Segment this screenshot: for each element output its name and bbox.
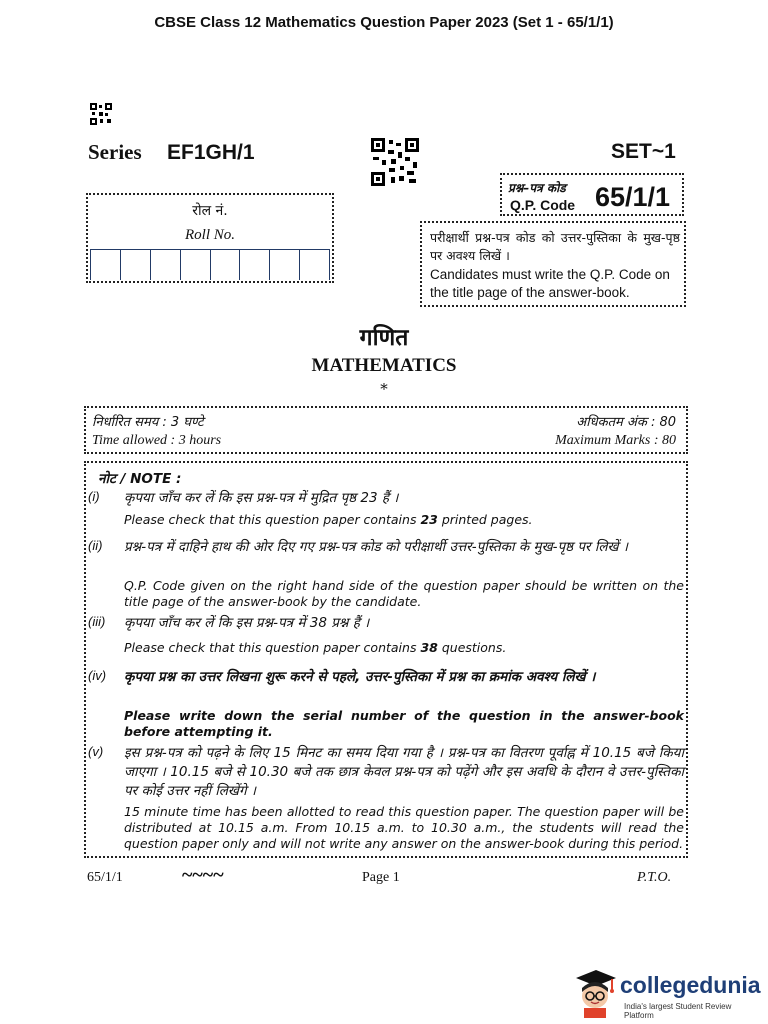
qp-code-number: 65/1/1 <box>595 182 671 212</box>
roll-cell[interactable] <box>181 250 211 280</box>
note-english: Please check that this question paper contains 38 questions. <box>124 640 507 655</box>
note-english: Q.P. Code given on the right hand side of the question paper should be written on the title page of the answer-book by the candidate. <box>124 578 684 609</box>
brand-tagline: India's largest Student Review Platform <box>624 1002 732 1020</box>
qr-code-icon <box>371 138 419 186</box>
roll-cell[interactable] <box>270 250 300 280</box>
series-code: EF1GH/1 <box>167 141 255 164</box>
roll-cell[interactable] <box>240 250 270 280</box>
time-allowed-hindi: निर्धारित समय : 3 घण्टे <box>92 415 204 430</box>
roll-cell[interactable] <box>300 250 330 280</box>
note-number: (ii) <box>88 538 103 553</box>
document-title: CBSE Class 12 Mathematics Question Paper 2023 (Set 1 - 65/1/1) <box>154 14 614 31</box>
note-hindi: इस प्रश्न-पत्र को पढ़ने के लिए 15 मिनट का समय दिया गया है । प्रश्न-पत्र का वितरण पूर्वाह्न में 10.15 बजे किया जाएगा । 10.15 बजे से 10.30 बजे तक छात्र केवल प्रश्न-पत्र को पढ़ेंगे और इस अवधि के दौरान वे उत्तर-पुस्तिका पर कोई उत्तर नहीं लिखेंगे । <box>124 745 684 799</box>
set-label: SET~1 <box>611 140 676 163</box>
footer-qp-code: 65/1/1 <box>87 870 123 885</box>
series-label: Series <box>88 140 142 164</box>
candidate-instruction-hindi: परीक्षार्थी प्रश्न-पत्र कोड को उत्तर-पुस्तिका के मुख-पृष्ठ पर अवश्य लिखें । <box>430 230 680 263</box>
qp-code-box <box>500 173 684 216</box>
collegedunia-logo <box>572 968 762 1018</box>
note-english: Please write down the serial number of the question in the answer-book before attempting it. <box>124 708 684 739</box>
note-number: (v) <box>88 744 104 759</box>
roll-number-grid[interactable] <box>90 249 330 280</box>
qp-code-label-hindi: प्रश्न–पत्र कोड <box>508 181 566 195</box>
small-qr-icon <box>90 103 112 125</box>
footer-tilde: ~~~~ <box>182 864 224 886</box>
candidate-instruction-box <box>420 221 686 307</box>
roll-cell[interactable] <box>151 250 181 280</box>
roll-number-label-hindi: रोल नं. <box>192 203 228 219</box>
note-number: (i) <box>88 489 100 504</box>
roll-cell[interactable] <box>211 250 241 280</box>
note-hindi: कृपया जाँच कर लें कि इस प्रश्न-पत्र में मुद्रित पृष्ठ 23 हैं । <box>124 490 399 506</box>
roll-cell[interactable] <box>121 250 151 280</box>
note-english: Please check that this question paper contains 23 printed pages. <box>124 512 533 527</box>
qp-code-label: Q.P. Code <box>510 197 576 213</box>
note-title: नोट / NOTE : <box>98 471 182 487</box>
star-mark: * <box>380 380 388 398</box>
time-allowed: Time allowed : 3 hours <box>92 433 222 448</box>
max-marks-hindi: अधिकतम अंक : 80 <box>576 415 676 430</box>
roll-number-box <box>86 193 334 283</box>
note-number: (iii) <box>88 614 106 629</box>
subject-title-hindi: गणित <box>359 325 409 351</box>
subject-title: MATHEMATICS <box>311 355 457 376</box>
note-number: (iv) <box>88 668 107 683</box>
note-box <box>84 461 688 858</box>
roll-cell[interactable] <box>90 250 121 280</box>
brand-name: collegedunia <box>620 972 761 998</box>
page-number: Page 1 <box>362 870 400 885</box>
time-marks-box <box>84 406 688 454</box>
graduate-mascot-icon <box>572 968 618 1018</box>
candidate-instruction-en: Candidates must write the Q.P. Code on the title page of the answer-book. <box>430 267 670 300</box>
note-hindi: कृपया जाँच कर लें कि इस प्रश्न-पत्र में 38 प्रश्न हैं । <box>124 615 370 631</box>
max-marks: Maximum Marks : 80 <box>555 433 676 448</box>
roll-number-label: Roll No. <box>184 227 235 243</box>
note-hindi: कृपया प्रश्न का उत्तर लिखना शुरू करने से पहले, उत्तर-पुस्तिका में प्रश्न का क्रमांक अवश्य लिखें । <box>124 669 596 685</box>
note-english: 15 minute time has been allotted to read this question paper. The question paper will be distributed at 10.15 a.m. From 10.15 a.m. to 10.30 a.m., the students will read the question paper only and will not write any answer on the answer-book during this period. <box>124 804 684 851</box>
pto-label: P.T.O. <box>637 870 672 885</box>
note-hindi: प्रश्न-पत्र में दाहिने हाथ की ओर दिए गए प्रश्न-पत्र कोड को परीक्षार्थी उत्तर-पुस्तिका के मुख-पृष्ठ पर लिखें । <box>124 539 628 555</box>
